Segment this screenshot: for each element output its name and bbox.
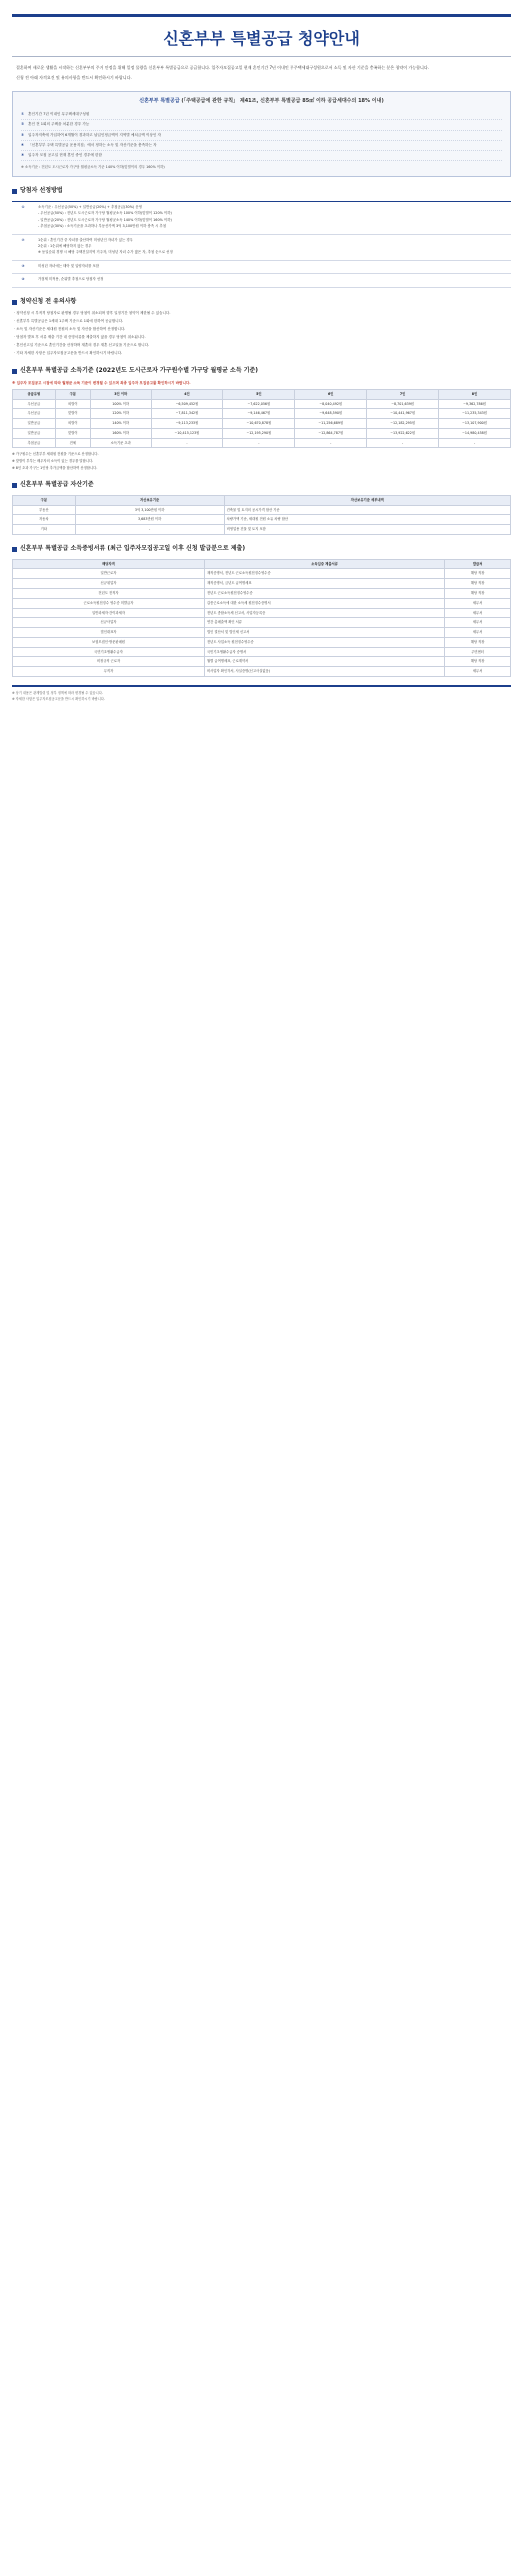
table-cell: 세무서 bbox=[445, 667, 511, 677]
top-bar bbox=[12, 14, 511, 17]
table-cell: ~9,648,590원 bbox=[295, 409, 367, 419]
intro-text bbox=[12, 65, 511, 81]
asset-table bbox=[12, 495, 511, 535]
table-cell: - bbox=[295, 438, 367, 448]
table-cell: 세무서 bbox=[445, 598, 511, 608]
row-number: ① bbox=[12, 201, 34, 234]
table-cell: 전년도 종합소득세 신고서, 사업자등록증 bbox=[205, 608, 445, 618]
table-row bbox=[12, 234, 511, 260]
item-text: 입주자 모집 공고일 현재 혼인 중인 경우에 한함 bbox=[28, 153, 103, 158]
column-header: 자산보유기준 bbox=[75, 495, 224, 505]
table-cell: ~11,256,689원 bbox=[295, 419, 367, 429]
square-bullet-icon bbox=[12, 369, 17, 374]
table-cell: 연간 총매출액 확인 서류 bbox=[205, 618, 445, 628]
item-text: 입주자저축에 가입하여 6개월이 경과하고 납입인정금액이 지역별 예치금액 이상인 자 bbox=[28, 132, 161, 137]
table-cell: 일반과세자·간이과세자 bbox=[13, 608, 205, 618]
section-heading bbox=[12, 545, 511, 554]
section-title-text: 신혼부부 특별공급 자산기준 bbox=[20, 481, 94, 489]
table-row bbox=[13, 637, 511, 647]
notice-footnote: ※ 소득기준 : 전년도 도시근로자 가구당 월평균소득 기준 140% 이하(맞벌이의 경우 160% 이하) bbox=[21, 165, 165, 170]
notice-heading-accent: 신혼부부 특별공급 bbox=[139, 97, 180, 104]
list-item bbox=[21, 110, 502, 120]
table-cell: 소득기준 초과 bbox=[90, 438, 151, 448]
table-cell: 일반공급 bbox=[13, 419, 56, 429]
income-table bbox=[12, 389, 511, 449]
row-line: 미성년 자녀에는 태아 및 입양자녀를 포함 bbox=[38, 263, 100, 268]
list-item: · 당첨자 발표 후 서류 제출 기간 내 증빙서류를 제출하지 않을 경우 당첨이 취소됩니다. bbox=[14, 335, 511, 341]
table-cell: 일반근로자 bbox=[13, 569, 205, 579]
footnote: ※ 8인 초과 가구는 1인당 추가금액을 합산하여 산정합니다. bbox=[12, 465, 98, 470]
table-row bbox=[12, 260, 511, 273]
list-item bbox=[21, 131, 502, 141]
table-cell: 보험모집인·방문판매원 bbox=[13, 637, 205, 647]
table-cell: 갑종근로소득에 대한 소득세 원천징수증명서 bbox=[205, 598, 445, 608]
row-number: ④ bbox=[12, 274, 34, 287]
table-cell: 3억 3,100만원 이하 bbox=[75, 505, 224, 515]
table-cell: ~11,235,343원 bbox=[439, 409, 511, 419]
square-bullet-icon bbox=[12, 483, 17, 488]
column-header: 자산보유기준 세부내역 bbox=[224, 495, 510, 505]
column-header: 4인 bbox=[151, 389, 223, 399]
table-cell: 해당 직장 bbox=[445, 657, 511, 667]
list-item bbox=[21, 120, 502, 130]
item-number: ① bbox=[21, 112, 25, 117]
row-line: 1순위 : 혼인기간 중 자녀를 출산하여 미성년인 자녀가 있는 경우 bbox=[38, 237, 133, 242]
table-row bbox=[13, 525, 511, 535]
table-row bbox=[13, 608, 511, 618]
table-cell: ~12,864,787원 bbox=[295, 428, 367, 438]
column-header: 6인 bbox=[295, 389, 367, 399]
table-cell: 세무서 bbox=[445, 628, 511, 638]
table-cell: 100% 이하 bbox=[90, 399, 151, 409]
item-number: ⑤ bbox=[21, 153, 25, 158]
table-cell: 건축물 및 토지의 공시가격 합산 기준 bbox=[224, 505, 510, 515]
table-cell: 해당 직장 bbox=[445, 579, 511, 589]
table-cell: 맞벌이 bbox=[55, 428, 90, 438]
table-cell: 세무서 bbox=[445, 618, 511, 628]
column-header: 공급유형 bbox=[13, 389, 56, 399]
table-cell: 국민기초생활수급자 증명서 bbox=[205, 647, 445, 657]
table-cell: 외벌이 bbox=[55, 419, 90, 429]
table-row bbox=[13, 628, 511, 638]
table-row bbox=[13, 657, 511, 667]
table-cell: - bbox=[75, 525, 224, 535]
item-text: 혼인 전 1회의 주택을 처분한 경우 가능 bbox=[28, 122, 90, 127]
row-line: 2순위 : 1순위에 해당하지 않는 경우 bbox=[38, 244, 92, 249]
table-cell: 국민기초생활수급자 bbox=[13, 647, 205, 657]
row-line: - 추첨공급(30%) : 소득기준을 초과하나 부동산가액 3억 3,100만원 이하 충족 시 추첨 bbox=[38, 224, 166, 229]
table-row bbox=[13, 647, 511, 657]
intro-paragraph: 결혼하여 새로운 생활을 시작하는 신혼부부의 주거 안정을 위해 일정 물량을 신혼부부 특별공급으로 공급합니다. 입주자모집공고일 현재 혼인기간 7년 이내인 무주택세대구성원으로서 소득 및 자산 기준을 충족하는 분은 청약이 가능합니다. bbox=[16, 65, 429, 71]
row-content bbox=[34, 274, 511, 287]
table-cell: - bbox=[223, 438, 295, 448]
row-line: - 우선공급(50%) : 전년도 도시근로자 가구당 월평균소득 100% 이하(맞벌이 120% 이하) bbox=[38, 211, 172, 216]
column-header: 발급처 bbox=[445, 559, 511, 569]
row-content bbox=[34, 260, 511, 273]
column-header: 7인 bbox=[367, 389, 439, 399]
row-line: 가점제 미적용, 순위별 추첨으로 당첨자 선정 bbox=[38, 277, 104, 282]
footnote: ※ 맞벌이 부부는 배우자의 소득이 있는 경우를 말합니다. bbox=[12, 459, 94, 464]
table-row bbox=[13, 579, 511, 589]
table-row bbox=[13, 618, 511, 628]
table-cell: 전년도 사업소득 원천징수영수증 bbox=[205, 637, 445, 647]
table-cell: ~8,701,639원 bbox=[367, 399, 439, 409]
table-row bbox=[13, 598, 511, 608]
table-row bbox=[13, 438, 511, 448]
table-cell: 해당 직장 bbox=[445, 637, 511, 647]
list-item: · 청약신청 시 부적격 당첨자로 판명될 경우 당첨이 취소되며 향후 일정기간 청약이 제한될 수 있습니다. bbox=[14, 311, 511, 317]
table-cell: ~12,182,295원 bbox=[367, 419, 439, 429]
table-cell: 월별 급여명세표, 근로계약서 bbox=[205, 657, 445, 667]
table-row bbox=[13, 399, 511, 409]
row-line: ※ 동일순위 경쟁 시 해당 주택건설지역 거주자, 미성년 자녀 수가 많은 자, 추첨 순으로 선정 bbox=[38, 250, 173, 255]
table-header-row bbox=[13, 389, 511, 399]
income-footnotes bbox=[12, 452, 511, 471]
selection-method-table bbox=[12, 201, 511, 288]
table-cell: 맞벌이 bbox=[55, 409, 90, 419]
table-cell: 우선공급 bbox=[13, 399, 56, 409]
footnote: ※ 자세한 사항은 입주자모집공고문을 반드시 확인하시기 바랍니다. bbox=[12, 697, 105, 701]
table-cell: 법인대표자 bbox=[13, 628, 205, 638]
section-heading bbox=[12, 367, 511, 376]
table-cell: 3,683만원 이하 bbox=[75, 515, 224, 525]
documents-table bbox=[12, 559, 511, 677]
table-cell: ~7,811,342원 bbox=[151, 409, 223, 419]
table-row bbox=[13, 505, 511, 515]
table-cell: ~9,146,467원 bbox=[223, 409, 295, 419]
table-cell: ~12,195,290원 bbox=[223, 428, 295, 438]
column-header: 구분 bbox=[55, 389, 90, 399]
list-item: · 혼인신고일 기준으로 혼인기간을 산정하며 재혼의 경우 재혼 신고일을 기준으로 합니다. bbox=[14, 343, 511, 349]
page-title: 신혼부부 특별공급 청약안내 bbox=[163, 29, 360, 48]
table-cell: 비정규직 근로자 bbox=[13, 657, 205, 667]
table-cell: - bbox=[367, 438, 439, 448]
table-row bbox=[13, 428, 511, 438]
table-cell: 비영업용 건물 및 토지 포함 bbox=[224, 525, 510, 535]
item-text: 혼인기간 7년 이내인 무주택세대구성원 bbox=[28, 112, 90, 117]
item-number: ② bbox=[21, 122, 25, 127]
caution-list bbox=[12, 311, 511, 357]
table-cell: ~13,107,900원 bbox=[439, 419, 511, 429]
intro-paragraph: 신청 전 아래 자격요건 및 유의사항을 반드시 확인하시기 바랍니다. bbox=[16, 74, 132, 80]
table-row bbox=[13, 667, 511, 677]
column-header: 소득입증 제출서류 bbox=[205, 559, 445, 569]
table-cell: 일반공급 bbox=[13, 428, 56, 438]
table-cell: 신규취업자 bbox=[13, 579, 205, 589]
list-item: · 신혼부부 특별공급은 1세대 1주택 기준으로 1회에 한하여 공급합니다. bbox=[14, 319, 511, 325]
table-cell: 법인 결산서 및 법인세 신고서 bbox=[205, 628, 445, 638]
table-cell: ~14,980,458원 bbox=[439, 428, 511, 438]
table-cell: 부동산 bbox=[13, 505, 76, 515]
table-cell: - bbox=[439, 438, 511, 448]
table-row bbox=[13, 409, 511, 419]
item-text: 「신혼부부 주택 특별공급 운용지침」에서 정하는 소득 및 자산기준을 충족하는 자 bbox=[28, 142, 157, 147]
list-item: · 기타 자세한 사항은 입주자모집공고문을 반드시 확인하시기 바랍니다. bbox=[14, 351, 511, 357]
notice-heading bbox=[21, 98, 502, 105]
table-cell: 140% 이하 bbox=[90, 419, 151, 429]
eligibility-notice bbox=[12, 91, 511, 177]
section-heading bbox=[12, 298, 511, 307]
table-cell: ~6,509,452원 bbox=[151, 399, 223, 409]
table-cell: ~8,040,492원 bbox=[295, 399, 367, 409]
table-cell: 주민센터 bbox=[445, 647, 511, 657]
table-cell: 120% 이하 bbox=[90, 409, 151, 419]
eligibility-list bbox=[21, 110, 502, 161]
row-content bbox=[34, 201, 511, 234]
notice-heading-rest: (「주택공급에 관한 규칙」 제41조, 신혼부부 특별공급 85㎡ 이하 공급세대수의 18% 이내) bbox=[179, 97, 384, 104]
table-cell: 자동차 bbox=[13, 515, 76, 525]
section-title-text: 신혼부부 특별공급 소득기준 (2022년도 도시근로자 가구원수별 가구당 월평균 소득 기준) bbox=[20, 367, 259, 375]
table-cell: 재직증명서, 금년도 급여명세표 bbox=[205, 579, 445, 589]
table-cell: 해당 직장 bbox=[445, 588, 511, 598]
title-divider bbox=[12, 56, 511, 57]
table-cell: ~9,113,233원 bbox=[151, 419, 223, 429]
section-heading bbox=[12, 481, 511, 490]
table-cell: 신규사업자 bbox=[13, 618, 205, 628]
table-cell: ~10,670,878원 bbox=[223, 419, 295, 429]
column-header: 구분 bbox=[13, 495, 76, 505]
income-note: ※ 입주자 모집공고 시점에 따라 월평균 소득 기준이 변경될 수 있으며 최종 입주자 모집공고를 확인하시기 바랍니다. bbox=[12, 380, 191, 385]
table-cell: 차량가액 기준, 세대원 전원 소유 차량 합산 bbox=[224, 515, 510, 525]
table-row bbox=[12, 274, 511, 287]
item-number: ④ bbox=[21, 142, 25, 147]
square-bullet-icon bbox=[12, 189, 17, 194]
table-cell: 세무서 bbox=[445, 608, 511, 618]
column-header: 8인 bbox=[439, 389, 511, 399]
table-cell: 전년도 전직자 bbox=[13, 588, 205, 598]
column-header: 5인 bbox=[223, 389, 295, 399]
list-item bbox=[21, 141, 502, 151]
table-row bbox=[13, 419, 511, 429]
table-cell: 전년도 근로소득원천징수영수증 bbox=[205, 588, 445, 598]
table-header-row bbox=[13, 495, 511, 505]
column-header: 3인 이하 bbox=[90, 389, 151, 399]
list-item bbox=[21, 151, 502, 161]
table-cell: ~13,922,622원 bbox=[367, 428, 439, 438]
footer-notes bbox=[12, 691, 511, 702]
table-cell: 외벌이 bbox=[55, 399, 90, 409]
table-row bbox=[12, 201, 511, 234]
square-bullet-icon bbox=[12, 300, 17, 305]
row-line: 소득기준 : 우선공급(50%) + 일반공급(20%) + 추첨공급(30%) 운영 bbox=[38, 204, 142, 209]
table-cell: 비사업자 확인각서, 사실증명(신고사실없음) bbox=[205, 667, 445, 677]
list-item: · 소득 및 자산기준은 세대원 전원의 소득 및 자산을 합산하여 산정합니다. bbox=[14, 327, 511, 333]
column-header: 해당자격 bbox=[13, 559, 205, 569]
table-cell: 무직자 bbox=[13, 667, 205, 677]
row-number: ② bbox=[12, 234, 34, 260]
footer-divider bbox=[12, 685, 511, 687]
table-row bbox=[13, 569, 511, 579]
item-number: ③ bbox=[21, 132, 25, 137]
table-cell: ~9,362,786원 bbox=[439, 399, 511, 409]
table-cell: 160% 이하 bbox=[90, 428, 151, 438]
table-header-row bbox=[13, 559, 511, 569]
row-line: - 일반공급(20%) : 전년도 도시근로자 가구당 월평균소득 140% 이하(맞벌이 160% 이하) bbox=[38, 217, 172, 222]
table-cell: 전체 bbox=[55, 438, 90, 448]
table-cell: ~10,441,967원 bbox=[367, 409, 439, 419]
footnote: ※ 상기 내용은 관계법령 및 정부 정책에 따라 변경될 수 있습니다. bbox=[12, 690, 103, 695]
table-cell: - bbox=[151, 438, 223, 448]
table-cell: 기타 bbox=[13, 525, 76, 535]
row-number: ③ bbox=[12, 260, 34, 273]
table-cell: 추첨공급 bbox=[13, 438, 56, 448]
section-heading bbox=[12, 187, 511, 196]
table-row bbox=[13, 515, 511, 525]
square-bullet-icon bbox=[12, 547, 17, 552]
section-title-text: 청약신청 전 유의사항 bbox=[20, 297, 77, 305]
table-cell: ~10,415,123원 bbox=[151, 428, 223, 438]
table-cell: 우선공급 bbox=[13, 409, 56, 419]
row-content bbox=[34, 234, 511, 260]
table-cell: ~7,622,056원 bbox=[223, 399, 295, 409]
table-row bbox=[13, 588, 511, 598]
footnote: ※ 가구원수는 신혼부부 세대원 전원을 기준으로 산정합니다. bbox=[12, 452, 99, 457]
table-cell: 재직증명서, 전년도 근로소득원천징수영수증 bbox=[205, 569, 445, 579]
section-title-text: 당첨자 선정방법 bbox=[20, 187, 63, 195]
table-cell: 해당 직장 bbox=[445, 569, 511, 579]
table-cell: 근로소득원천징수 영수증 미발급자 bbox=[13, 598, 205, 608]
section-title-text: 신혼부부 특별공급 소득증빙서류 (최근 입주자모집공고일 이후 신청 발급분으로 제출) bbox=[20, 545, 246, 552]
